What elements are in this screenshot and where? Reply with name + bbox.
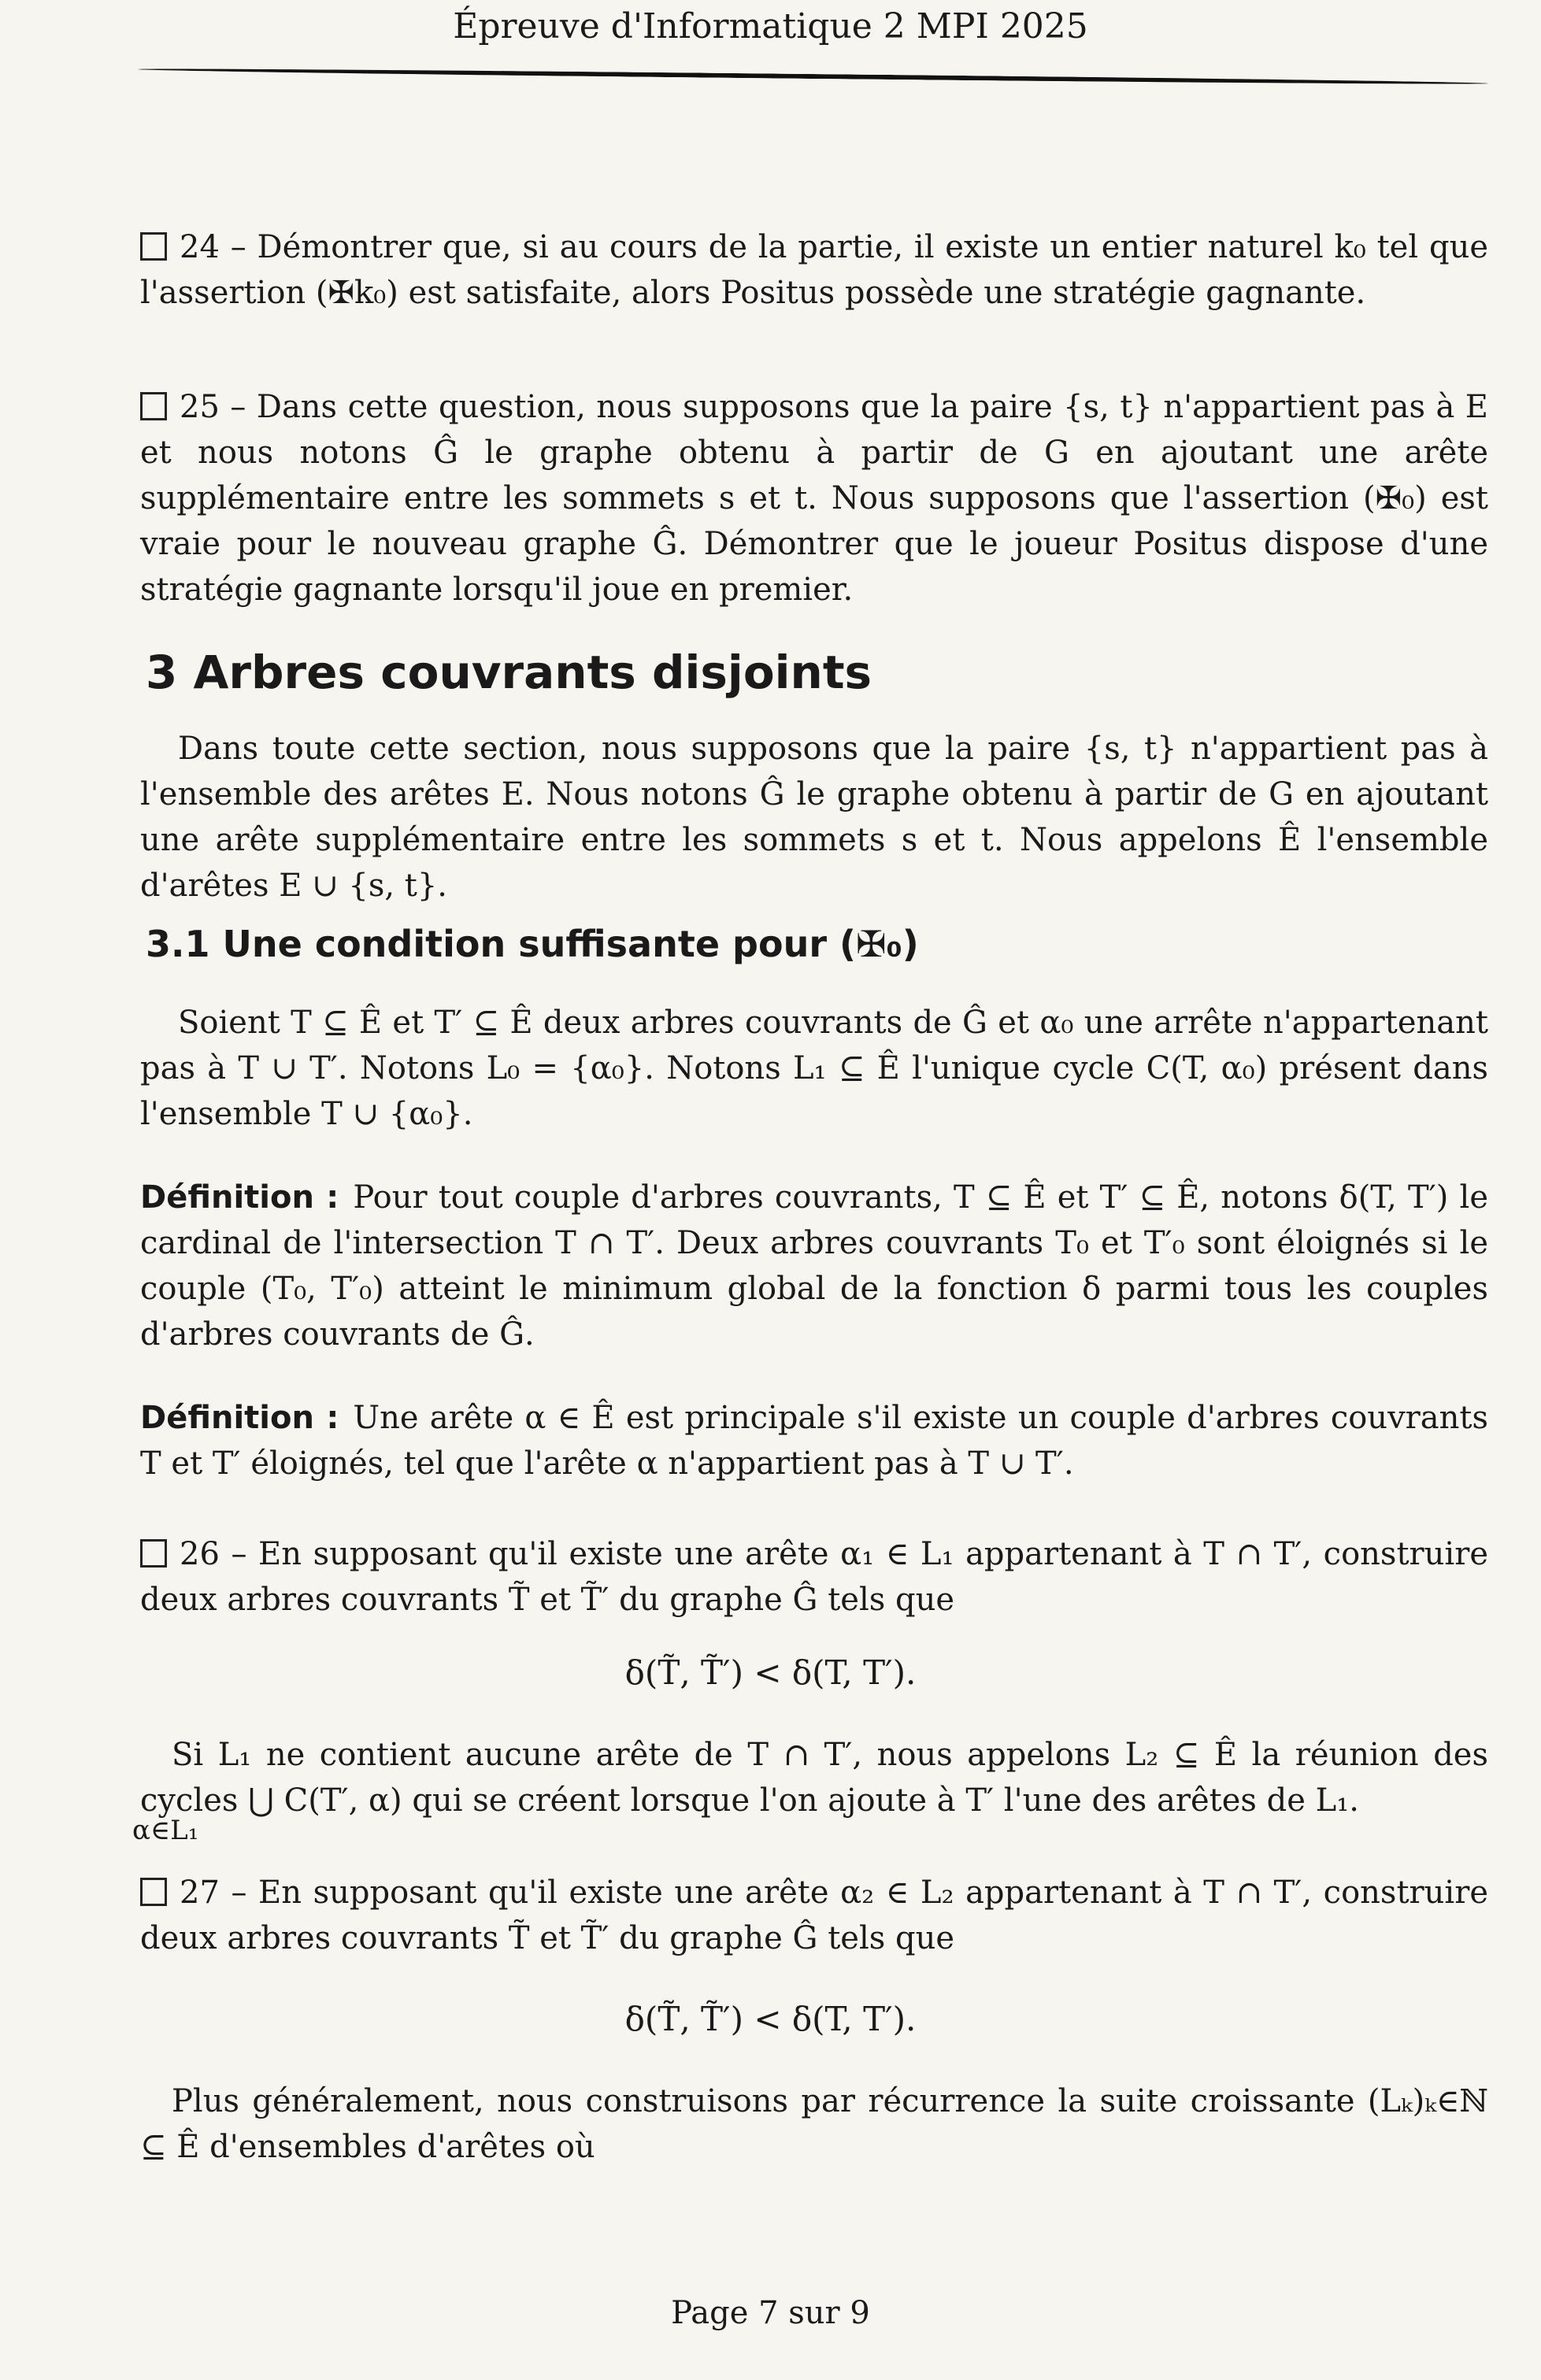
question-25 <box>140 384 1488 613</box>
subsection-title: 3.1 Une condition suffisante pour (✠₀) <box>146 923 919 965</box>
page-header: Épreuve d'Informatique 2 MPI 2025 <box>453 6 1088 46</box>
definition-text: Pour tout couple d'arbres couvrants, T ⊆ Ê et T′ ⊆ Ê, notons δ(T, T′) le cardinal de l'intersection T ∩ T′. Deux arbres couvrants T₀ et T′₀ sont éloignés si le couple (T₀, T′₀) atteint le minimum global de la fonction δ parmi tous les couples d'arbres couvrants de Ĝ. <box>140 1179 1488 1353</box>
question-number: 24 <box>180 229 220 265</box>
definition-label: Définition : <box>140 1400 339 1436</box>
definition-principal <box>140 1395 1488 1486</box>
definition-label: Définition : <box>140 1179 339 1216</box>
definition-distance <box>140 1175 1488 1357</box>
paragraph-trees: Soient T ⊆ Ê et T′ ⊆ Ê deux arbres couvrants de Ĝ et α₀ une arrête n'appartenant pas à T ∪ T′. Notons L₀ = {α₀}. Notons L₁ ⊆ Ê l'unique cycle C(T, α₀) présent dans l'ensemble T ∪ {α₀}. <box>140 1005 1488 1132</box>
question-text: – Dans cette question, nous supposons que la paire {s, t} n'appartient pas à E et nous notons Ĝ le graphe obtenu à partir de G en ajoutant une arête supplémentaire entre les sommets s et t. Nous supposons que l'assertion (✠₀) est vraie pour le nouveau graphe Ĝ. Démontrer que le joueur Positus dispose d'une stratégie gagnante lorsqu'il joue en premier. <box>140 389 1488 608</box>
checkbox-icon <box>140 1878 167 1906</box>
section-title: 3 Arbres couvrants disjoints <box>146 646 872 699</box>
question-26 <box>140 1531 1488 1623</box>
question-number: 27 <box>180 1875 220 1911</box>
paragraph-sequence: Plus généralement, nous construisons par récurrence la suite croissante (Lₖ)ₖ∈ℕ ⊆ Ê d'ensembles d'arêtes où <box>140 2083 1488 2165</box>
question-text: – Démontrer que, si au cours de la partie, il existe un entier naturel k₀ tel que l'assertion (✠k₀) est satisfaite, alors Positus possède une stratégie gagnante. <box>140 229 1489 311</box>
inequality-1: δ(T̃, T̃′) < δ(T, T′). <box>624 1653 917 1692</box>
paragraph-cycles: Si L₁ ne contient aucune arête de T ∩ T′, nous appelons L₂ ⊆ Ê la réunion des cycles ⋃ C(T′, α) qui se créent lorsque l'on ajoute à T′ l'une des arêtes de L₁. <box>140 1737 1488 1819</box>
page-number: Page 7 sur 9 <box>671 2295 870 2331</box>
definition-text: Une arête α ∈ Ê est principale s'il existe un couple d'arbres couvrants T et T′ éloignés, tel que l'arête α n'appartient pas à T ∪ T′. <box>140 1400 1488 1482</box>
question-number: 26 <box>180 1536 220 1572</box>
header-rule <box>138 67 1488 86</box>
section-intro: Dans toute cette section, nous supposons que la paire {s, t} n'appartient pas à l'ensemble des arêtes E. Nous notons Ĝ le graphe obtenu à partir de G en ajoutant une arête supplémentaire entre les sommets s et t. Nous appelons Ê l'ensemble d'arêtes E ∪ {s, t}. <box>140 731 1488 904</box>
inequality-2: δ(T̃, T̃′) < δ(T, T′). <box>624 2000 917 2038</box>
question-text: – En supposant qu'il existe une arête α₁ ∈ L₁ appartenant à T ∩ T′, construire deux arbres couvrants T̃ et T̃′ du graphe Ĝ tels que <box>140 1536 1488 1618</box>
checkbox-icon <box>140 1539 167 1568</box>
question-text: – En supposant qu'il existe une arête α₂ ∈ L₂ appartenant à T ∩ T′, construire deux arbres couvrants T̃ et T̃′ du graphe Ĝ tels que <box>140 1875 1488 1956</box>
question-24 <box>140 224 1488 316</box>
question-27 <box>140 1870 1488 1961</box>
question-number: 25 <box>180 389 220 425</box>
checkbox-icon <box>140 392 167 420</box>
checkbox-icon <box>140 232 167 261</box>
union-subscript: α∈L₁ <box>132 1815 199 1846</box>
